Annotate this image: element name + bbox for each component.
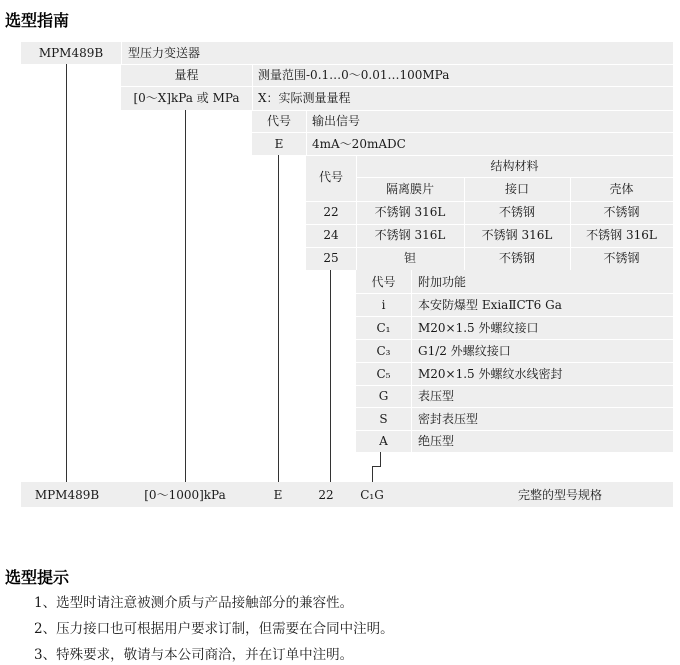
structure-cell: 钽: [403, 251, 416, 265]
structure-cell: 不锈钢 316L: [374, 205, 446, 219]
tip-item: 2、压力接口也可根据用户要求订制，但需要在合同中注明。: [34, 621, 394, 637]
extra-code: A: [379, 434, 388, 448]
extra-name: 本安防爆型 ExiaⅡCT6 Ga: [418, 298, 562, 312]
extra-code: C₁: [376, 321, 391, 335]
extra-code: G: [378, 389, 389, 403]
extra-code: C₃: [376, 344, 391, 358]
example-structure: 22: [318, 488, 334, 502]
guide-title: 选型指南: [5, 11, 70, 30]
structure-row-code: 22: [323, 205, 339, 219]
structure-col-port: 接口: [504, 182, 529, 196]
structure-row-code: 24: [323, 228, 339, 242]
extra-name: M20×1.5 外螺纹接口: [418, 321, 539, 335]
structure-title: 结构材料: [490, 159, 539, 173]
example-range: [0～1000]kPa: [144, 488, 226, 502]
extra-name: G1/2 外螺纹接口: [418, 344, 511, 358]
structure-cell: 不锈钢: [498, 205, 535, 219]
extra-code: i: [381, 298, 386, 312]
structure-cell: 不锈钢 316L: [481, 228, 553, 242]
extra-name-header: 附加功能: [418, 275, 467, 289]
extra-name: 绝压型: [418, 434, 455, 448]
structure-col-housing: 壳体: [609, 182, 634, 196]
model-code: MPM489B: [38, 46, 104, 60]
example-extra: C₁G: [360, 488, 384, 502]
extra-name: 密封表压型: [418, 412, 479, 426]
range-value: 测量范围-0.1…0～0.01…100MPa: [258, 68, 450, 82]
extra-code: C₅: [376, 367, 391, 381]
tips-title: 选型提示: [5, 568, 70, 587]
structure-cell: 不锈钢 316L: [586, 228, 657, 242]
structure-cell: 不锈钢 316L: [374, 228, 446, 242]
output-code: E: [274, 137, 284, 151]
extra-code: S: [379, 412, 388, 426]
tip-item: 3、特殊要求，敬请与本公司商洽，并在订单中注明。: [34, 647, 354, 663]
example-output: E: [273, 488, 283, 502]
range-note: X：实际测量量程: [258, 91, 351, 105]
structure-row-code: 25: [323, 251, 339, 265]
example-label: 完整的型号规格: [517, 488, 602, 502]
output-value: 4mA～20mADC: [312, 137, 406, 151]
example-model: MPM489B: [34, 488, 100, 502]
extra-name: 表压型: [418, 389, 455, 403]
structure-code-header: 代号: [318, 170, 343, 184]
structure-col-diaphragm: 隔离膜片: [385, 182, 434, 196]
structure-cell: 不锈钢: [603, 251, 640, 265]
tip-item: 1、选型时请注意被测介质与产品接触部分的兼容性。: [34, 595, 354, 611]
output-code-header: 代号: [266, 114, 291, 128]
model-desc: 型压力变送器: [128, 46, 201, 60]
extra-code-header: 代号: [371, 275, 396, 289]
extra-name: M20×1.5 外螺纹水线密封: [418, 367, 563, 381]
structure-cell: 不锈钢: [498, 251, 535, 265]
structure-cell: 不锈钢: [603, 205, 640, 219]
range-label: 量程: [174, 68, 199, 82]
range-unit: [0～X]kPa 或 MPa: [133, 91, 240, 105]
output-name-header: 输出信号: [312, 114, 361, 128]
